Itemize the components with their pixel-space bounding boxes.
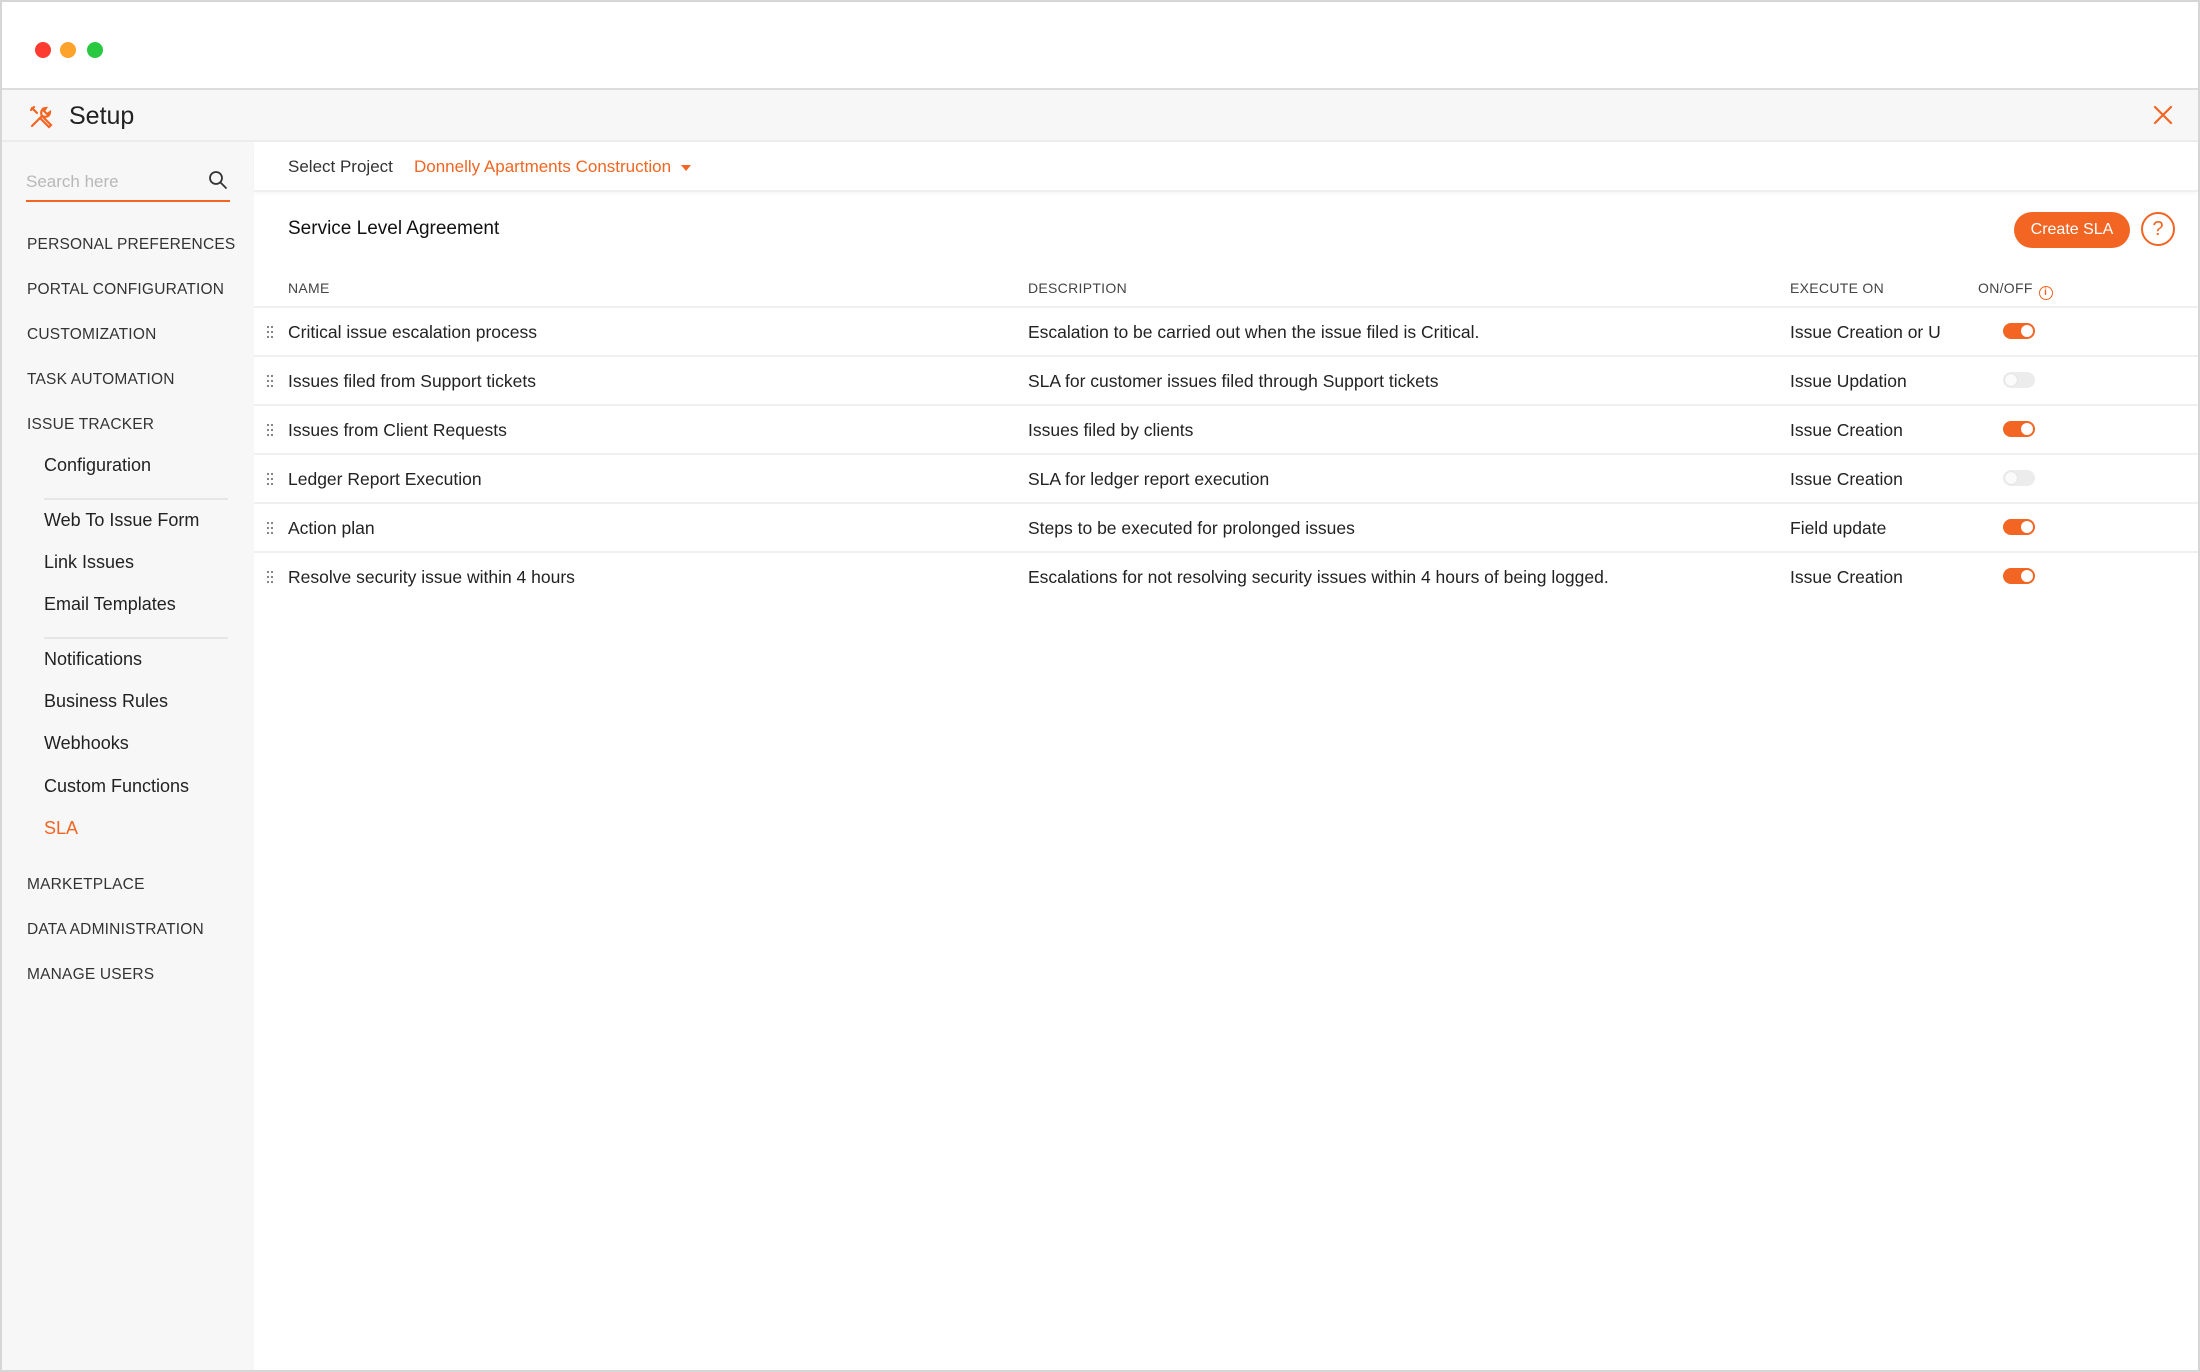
- sidebar-item-business-rules[interactable]: Business Rules: [44, 691, 169, 711]
- project-bar: [254, 142, 2198, 192]
- sla-description: Issues filed by clients: [1028, 420, 1194, 440]
- sla-toggle[interactable]: [2003, 421, 2035, 437]
- sla-description: Steps to be executed for prolonged issues: [1028, 518, 1355, 538]
- sla-toggle[interactable]: [2003, 519, 2035, 535]
- close-icon[interactable]: [2152, 104, 2174, 126]
- sidebar-search: [26, 164, 230, 202]
- drag-handle-icon[interactable]: [266, 570, 274, 584]
- sla-name[interactable]: Issues filed from Support tickets: [288, 371, 537, 391]
- table-row: [254, 308, 2198, 357]
- sidebar-item-data-administration[interactable]: DATA ADMINISTRATION: [27, 921, 204, 938]
- sla-execute-on: Issue Updation: [1790, 371, 1907, 391]
- search-input[interactable]: [26, 168, 196, 196]
- close-window-dot[interactable]: [35, 42, 51, 58]
- sidebar-item-email-templates[interactable]: Email Templates: [44, 594, 176, 614]
- sidebar-item-task-automation[interactable]: TASK AUTOMATION: [27, 371, 175, 388]
- sla-description: SLA for customer issues filed through Support tickets: [1028, 371, 1439, 391]
- sla-toggle[interactable]: [2003, 323, 2035, 339]
- sidebar-item-web-to-issue-form[interactable]: Web To Issue Form: [44, 510, 200, 530]
- table-row: [254, 406, 2198, 455]
- drag-handle-icon[interactable]: [266, 374, 274, 388]
- table-header: [254, 268, 2198, 308]
- sidebar-divider: [44, 637, 228, 639]
- sla-execute-on: Issue Creation: [1790, 469, 1903, 489]
- search-icon[interactable]: [208, 170, 228, 190]
- toggle-knob: [2005, 472, 2017, 484]
- sla-description: SLA for ledger report execution: [1028, 469, 1270, 489]
- info-icon[interactable]: i: [2039, 286, 2053, 300]
- sla-table-body: [254, 308, 2198, 602]
- sidebar-item-configuration[interactable]: Configuration: [44, 455, 152, 475]
- column-header-on-off-label: ON/OFF: [1978, 280, 2033, 296]
- sla-description: Escalations for not resolving security issues within 4 hours of being logged.: [1028, 567, 1609, 587]
- column-header-on-off: [1978, 280, 2053, 300]
- toggle-knob: [2021, 521, 2033, 533]
- caret-down-icon: [681, 165, 691, 171]
- sla-toggle[interactable]: [2003, 372, 2035, 388]
- sla-name[interactable]: Critical issue escalation process: [288, 322, 537, 342]
- sla-name[interactable]: Resolve security issue within 4 hours: [288, 567, 575, 587]
- page-title: Setup: [69, 102, 135, 130]
- maximize-window-dot[interactable]: [87, 42, 103, 58]
- sidebar-item-webhooks[interactable]: Webhooks: [44, 733, 129, 753]
- sla-toggle[interactable]: [2003, 568, 2035, 584]
- sla-toggle[interactable]: [2003, 470, 2035, 486]
- toggle-knob: [2021, 570, 2033, 582]
- toggle-knob: [2021, 325, 2033, 337]
- drag-handle-icon[interactable]: [266, 423, 274, 437]
- project-dropdown[interactable]: [414, 157, 691, 177]
- sla-execute-on: Issue Creation: [1790, 567, 1903, 587]
- sla-execute-on: Field update: [1790, 518, 1887, 538]
- sla-name[interactable]: Ledger Report Execution: [288, 469, 482, 489]
- toggle-knob: [2005, 374, 2017, 386]
- sla-execute-on: Issue Creation or U: [1790, 322, 1941, 342]
- drag-handle-icon[interactable]: [266, 472, 274, 486]
- main-content: [254, 142, 2198, 1370]
- sla-execute-on: Issue Creation: [1790, 420, 1903, 440]
- toggle-knob: [2021, 423, 2033, 435]
- minimize-window-dot[interactable]: [60, 42, 76, 58]
- sidebar-item-marketplace[interactable]: MARKETPLACE: [27, 876, 145, 893]
- table-row: [254, 553, 2198, 602]
- sidebar-item-custom-functions[interactable]: Custom Functions: [44, 776, 190, 796]
- table-row: [254, 455, 2198, 504]
- sidebar-item-manage-users[interactable]: MANAGE USERS: [27, 966, 155, 983]
- setup-header: [2, 90, 2198, 142]
- help-icon[interactable]: ?: [2141, 212, 2175, 246]
- project-dropdown-value: Donnelly Apartments Construction: [414, 157, 672, 176]
- table-row: [254, 357, 2198, 406]
- table-row: [254, 504, 2198, 553]
- sla-name[interactable]: Action plan: [288, 518, 375, 538]
- drag-handle-icon[interactable]: [266, 521, 274, 535]
- sidebar-item-notifications[interactable]: Notifications: [44, 649, 143, 669]
- sidebar-item-portal-configuration[interactable]: PORTAL CONFIGURATION: [27, 281, 225, 298]
- sidebar-item-issue-tracker[interactable]: ISSUE TRACKER: [27, 416, 155, 433]
- sidebar: [2, 142, 254, 1370]
- create-sla-button[interactable]: Create SLA: [2014, 212, 2130, 248]
- sidebar-divider: [44, 498, 228, 500]
- section-title: Service Level Agreement: [288, 218, 500, 239]
- sla-description: Escalation to be carried out when the issue filed is Critical.: [1028, 322, 1480, 342]
- column-header-name: NAME: [288, 280, 330, 296]
- project-label: Select Project: [288, 157, 393, 176]
- sidebar-item-sla[interactable]: SLA: [44, 818, 79, 838]
- sidebar-item-personal-preferences[interactable]: PERSONAL PREFERENCES: [27, 236, 236, 253]
- drag-handle-icon[interactable]: [266, 325, 274, 339]
- sla-name[interactable]: Issues from Client Requests: [288, 420, 507, 440]
- column-header-description: DESCRIPTION: [1028, 280, 1127, 296]
- title-bar: [2, 2, 2198, 90]
- tools-icon: [28, 104, 54, 130]
- column-header-execute-on: EXECUTE ON: [1790, 280, 1885, 296]
- sidebar-item-customization[interactable]: CUSTOMIZATION: [27, 326, 157, 343]
- sidebar-item-link-issues[interactable]: Link Issues: [44, 552, 135, 572]
